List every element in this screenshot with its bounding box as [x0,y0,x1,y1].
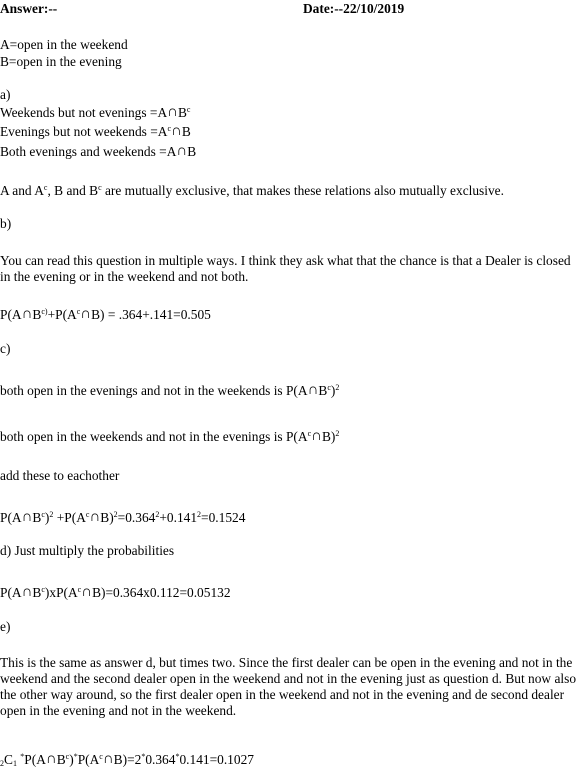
part-c-line-1: both open in the evenings and not in the weekends is $P(A\cap B^c)^2$ [0,382,340,398]
definition-a: A=open in the weekend [0,37,128,52]
part-b-label: b) [0,216,12,231]
part-a-line-2: Evenings but not weekends $=A^c\cap B$ [0,123,191,139]
answer-heading: Answer:-- [0,1,58,16]
part-a-label: a) [0,87,11,102]
part-c-label: c) [0,341,11,356]
part-a-line-1: Weekends but not evenings $=A\cap B^c$ [0,104,191,120]
part-d-formula: $P(A\cap B^c)xP(A^c\cap B)=0.364x0.112=0.05132$ [0,584,231,600]
part-c-line-3: add these to eachother [0,468,120,483]
date-heading: Date:--22/10/2019 [303,1,405,16]
part-a-exclusive: A and $A^c$, B and $B^c$ are mutually exclusive, that makes these relations also mutually exclusive. [0,183,504,198]
part-d-label: d) Just multiply the probabilities [0,543,175,558]
definition-b: B=open in the evening [0,54,122,69]
part-c-formula: $P(A\cap B^c)^2$ $+P(A^c\cap B)^2=0.364^2+0.141^2=0.1524$ [0,509,246,525]
part-c-line-2: both open in the weekends and not in the evenings is $P(A^c\cap B)^2$ [0,428,340,444]
part-e-label: e) [0,619,11,634]
part-e-formula: $_2C_1$ $^*P(A\cap B^c)^*P(A^c\cap B)=2^*0.364^*0.141=0.1027$ [0,751,254,768]
part-e-paragraph: This is the same as answer d, but times two. Since the first dealer can be open in the evening and not in the weekend and the second dealer open in the weekend and not in the evening just as question d. But now also the other way around, so the first dealer open in the weekend and not in the evening and de second dealer open in the evening and not in the weekend. [0,655,577,719]
part-a-line-3: Both evenings and weekends =A∩B [0,143,197,159]
part-b-formula: $P(A\cap B^{c)}+P(A^c\cap B) = .364+.141=0.505$ [0,306,211,322]
part-b-paragraph: You can read this question in multiple ways. I think they ask what that the chance is that a Dealer is closed in the evening or in the weekend and not both. [0,253,571,285]
